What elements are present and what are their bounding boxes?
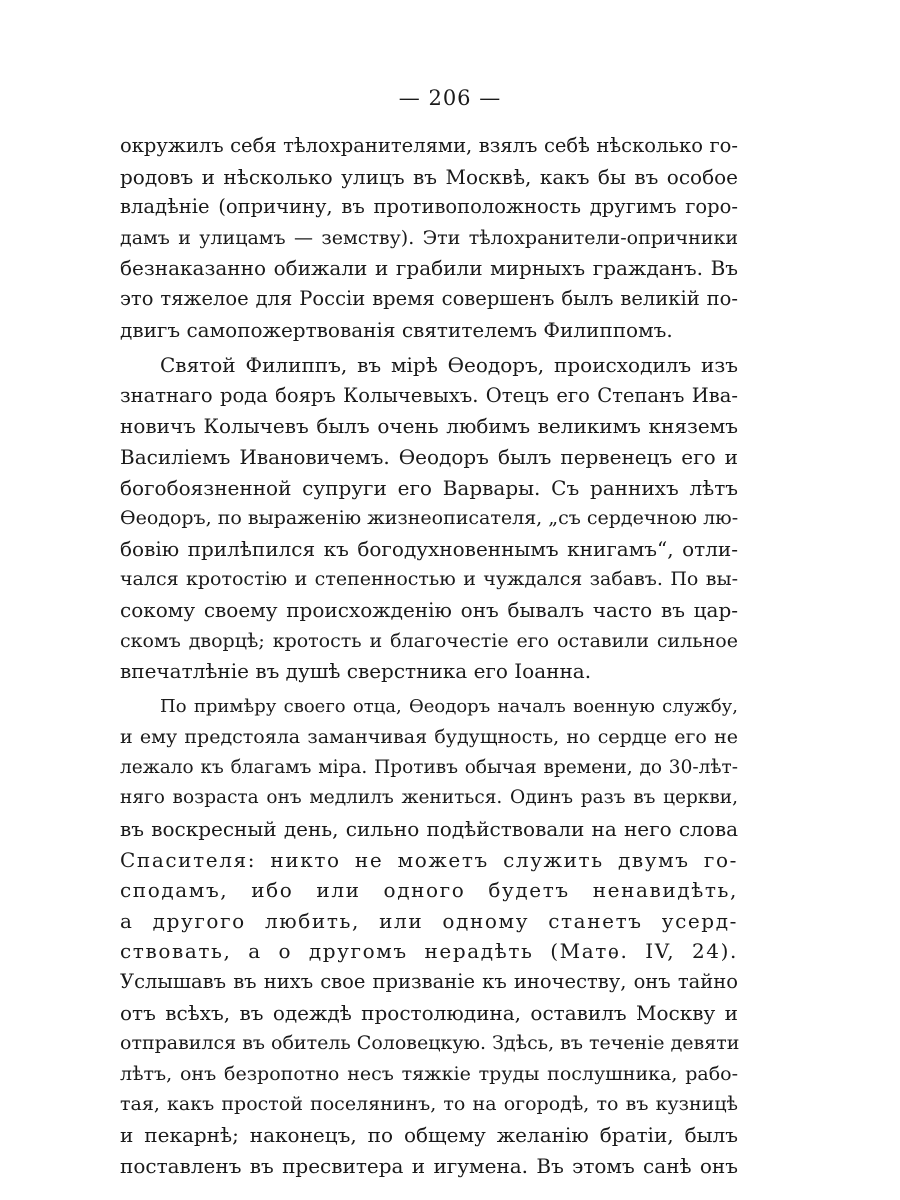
text-line: тая, какъ простой поселянинъ, то на огородѣ, то въ кузницѣ: [120, 1093, 738, 1116]
text-line: въ воскресный день, сильно подѣйствовали на него слова: [120, 817, 738, 842]
text-line: и ему предстояла заманчивая будущность, но сердце его не: [120, 726, 738, 749]
text-line-emphasis: а другого любить, или одному станетъ усерд-: [120, 908, 738, 933]
text-line: скомъ дворцѣ; кротость и благочестіе его оставили сильное: [120, 629, 738, 652]
text-line: дамъ и улицамъ — земству). Эти тѣлохранители-опричники: [120, 226, 738, 249]
text-line: лѣтъ, онъ безропотно несъ тяжкіе труды послушника, рабо-: [120, 1062, 738, 1085]
text-line: впечатлѣніе въ душѣ сверстника его Іоанна.: [120, 659, 592, 684]
text-line-emphasis: Спасителя: никто не можетъ служить двумъ го-: [120, 847, 738, 872]
text-line: лежало къ благамъ міра. Противъ обычая времени, до 30-лѣт-: [120, 756, 738, 778]
text-line: безнаказанно обижали и грабили мирныхъ гражданъ. Въ: [120, 256, 738, 281]
text-line: отъ всѣхъ, въ одеждѣ простолюдина, оставилъ Москву и: [120, 1000, 738, 1025]
text-line-emphasis: ствовать, а о другомъ нерадѣть (Матѳ. IV, 24).: [120, 939, 738, 964]
text-line: двигъ самопожертвованія святителемъ Филиппомъ.: [120, 317, 673, 342]
paragraph: [120, 692, 738, 1182]
paragraph: [120, 350, 738, 687]
text-line: Святой Филиппъ, въ мірѣ Ѳеодоръ, происходилъ изъ: [160, 353, 738, 378]
text-line: это тяжелое для Россіи время совершенъ былъ великій по-: [120, 286, 738, 310]
text-line: знатнаго рода бояръ Колычевыхъ. Отецъ его Степанъ Ива-: [120, 383, 738, 407]
text-line: По примѣру своего отца, Ѳеодоръ началъ военную службу,: [160, 695, 738, 717]
text-line: Василіемъ Ивановичемъ. Ѳеодоръ былъ первенецъ его и: [120, 444, 738, 469]
text-line: поставленъ въ пресвитера и игумена. Въ этомъ санѣ онъ: [120, 1153, 738, 1178]
body-text: [120, 131, 738, 1181]
text-line: бовію прилѣпился къ богодухновеннымъ книгамъ“, отли-: [120, 536, 738, 561]
text-line: и пекарнѣ; наконецъ, по общему желанію братіи, былъ: [120, 1123, 738, 1147]
text-line: Ѳеодоръ, по выраженію жизнеописателя, „съ сердечною лю-: [120, 507, 739, 530]
text-line: сокому своему происхожденію онъ бывалъ часто въ цар-: [120, 597, 738, 622]
text-line: богобоязненной супруги его Варвары. Съ раннихъ лѣтъ: [120, 475, 738, 500]
text-line: владѣніе (опричину, въ противоположность другимъ горо-: [120, 195, 738, 219]
text-line-emphasis: сподамъ, ибо или одного будетъ ненавидѣть,: [120, 878, 738, 903]
paragraph: [120, 131, 738, 345]
text-line: Услышавъ въ нихъ свое призваніе къ иночеству, онъ тайно: [120, 970, 738, 994]
text-line: новичъ Колычевъ былъ очень любимъ великимъ княземъ: [120, 414, 738, 439]
text-line: родовъ и нѣсколько улицъ въ Москвѣ, какъ бы въ особое: [120, 164, 738, 189]
text-line: няго возраста онъ медлилъ жениться. Одинъ разъ въ церкви,: [120, 787, 738, 809]
page-number: — 206 —: [398, 86, 502, 110]
text-line: чался кротостію и степенностью и чуждался забавъ. По вы-: [120, 568, 738, 591]
text-line: отправился въ обитель Соловецкую. Здѣсь, въ теченіе девяти: [120, 1032, 740, 1055]
text-line: окружилъ себя тѣлохранителями, взялъ себѣ нѣсколько го-: [120, 134, 738, 157]
